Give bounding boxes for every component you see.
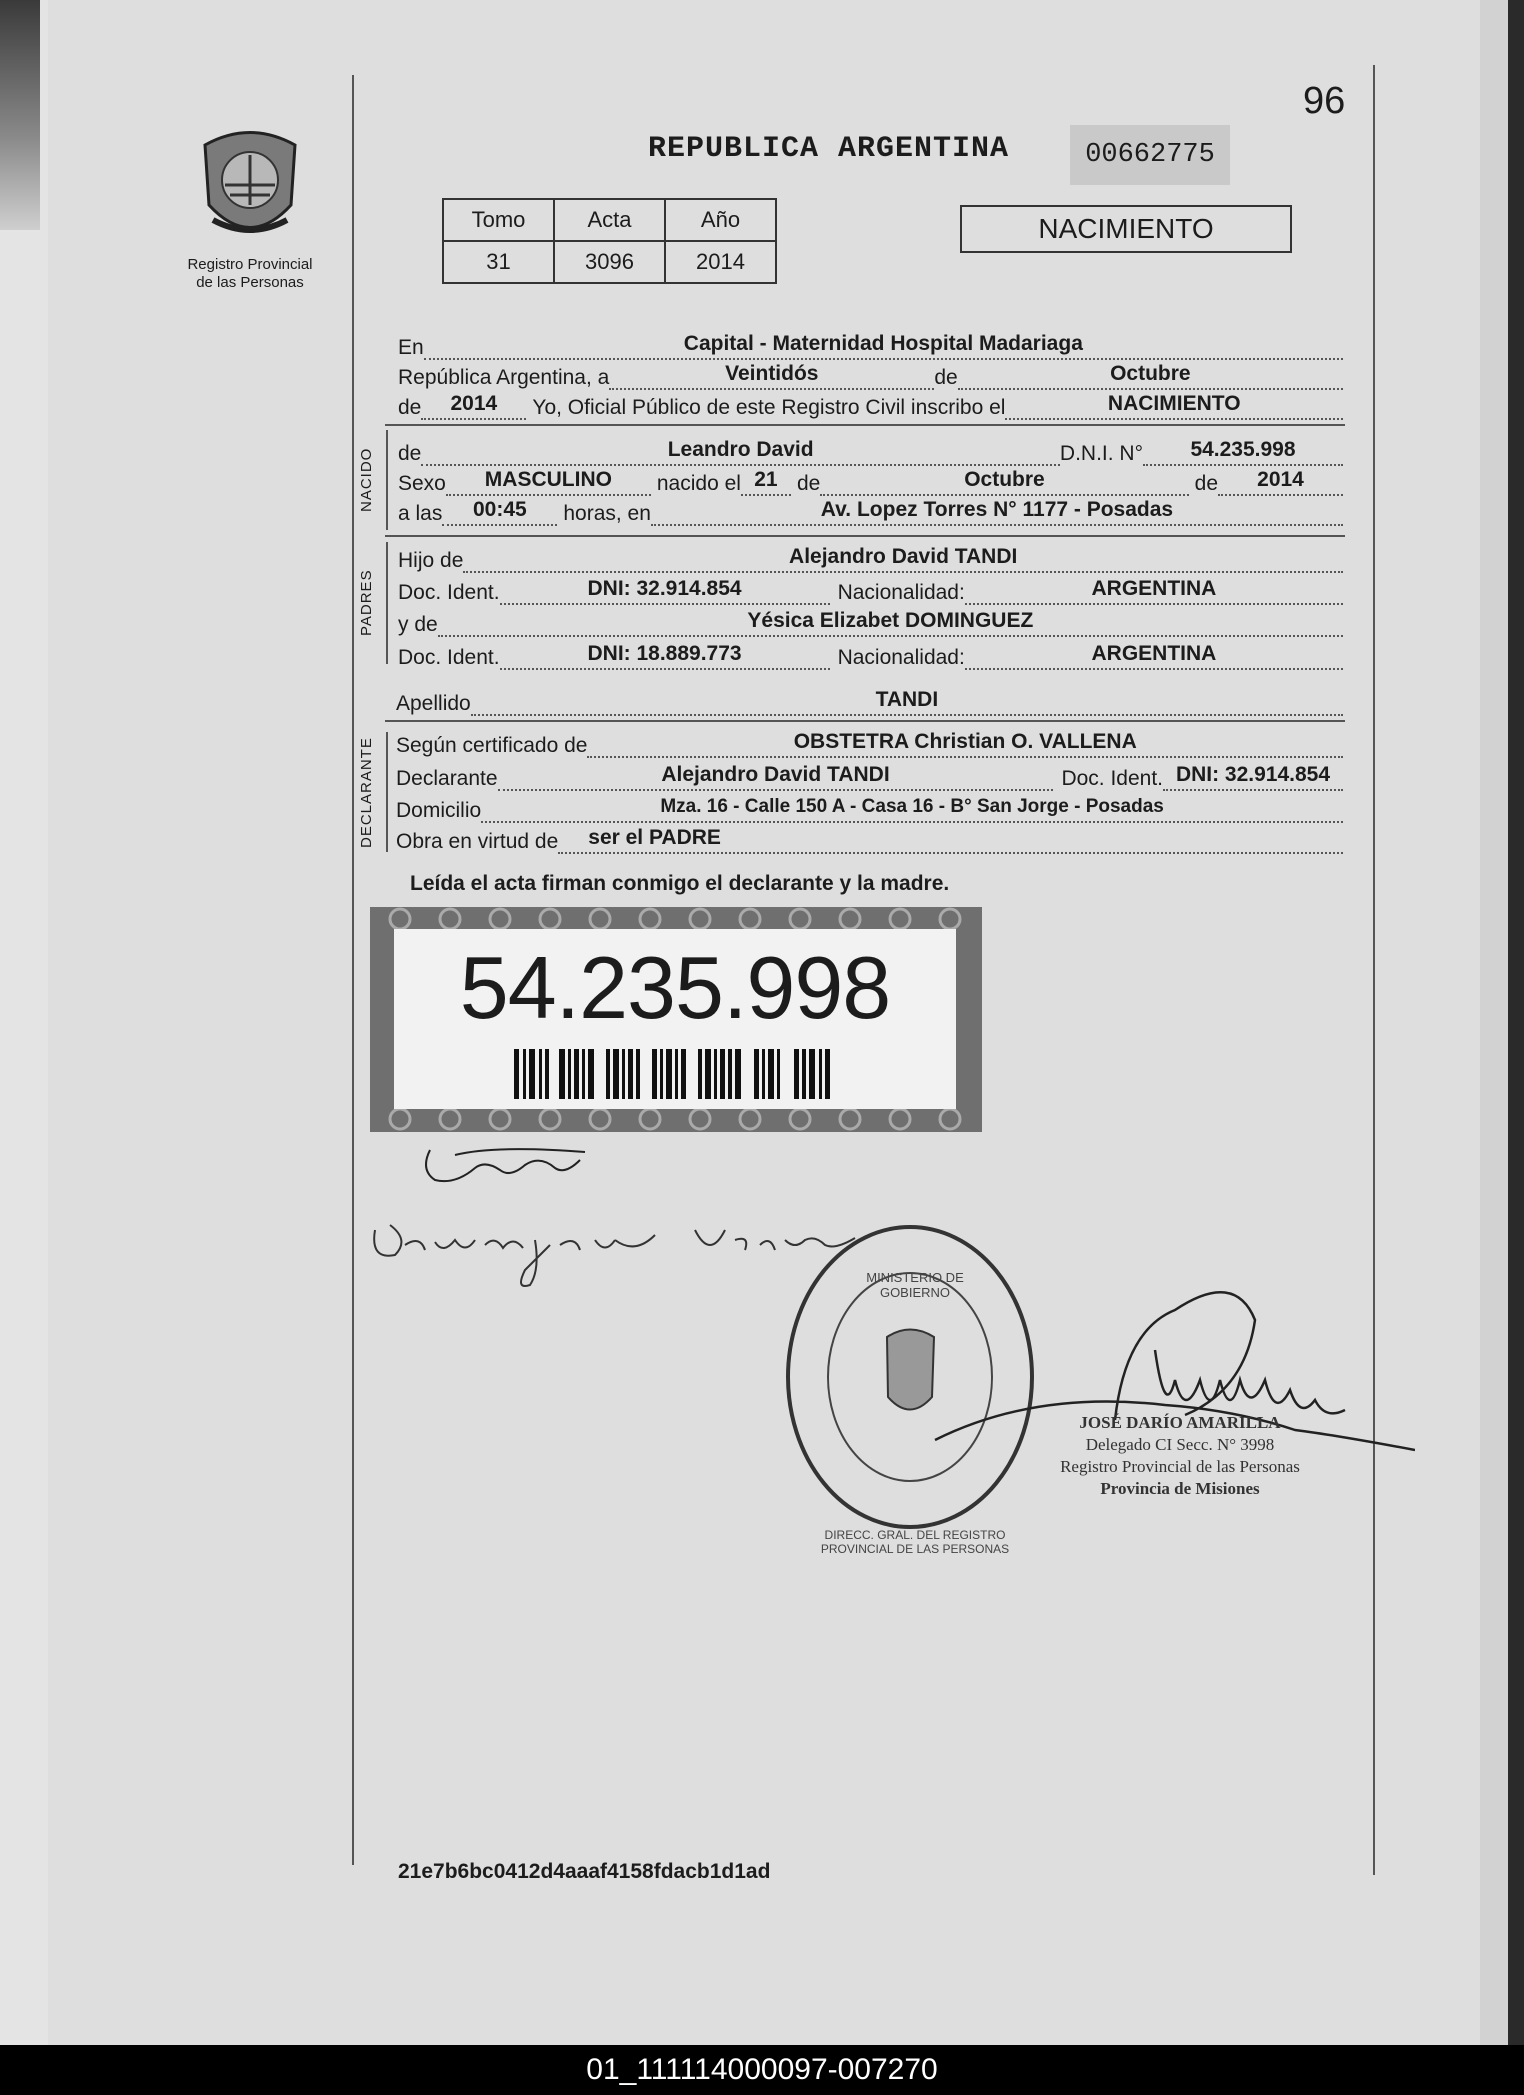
register-header-acta: Acta: [554, 199, 665, 241]
child-dni-value: 54.235.998: [1143, 438, 1343, 466]
surname-value: TANDI: [471, 688, 1343, 716]
padres-line-2: [398, 577, 1343, 605]
padres-section-label: PADRES: [358, 569, 375, 636]
intro-line-3: [398, 392, 1343, 420]
nacido-line-3: [398, 498, 1343, 526]
official-province: Provincia de Misiones: [1100, 1479, 1260, 1498]
intro-line-2: [398, 362, 1343, 390]
day-value: Veintidós: [609, 362, 934, 390]
nacido-line-1: [398, 438, 1343, 466]
certificate-value: OBSTETRA Christian O. VALLENA: [587, 730, 1343, 758]
padres-line-3: [398, 609, 1343, 637]
emblem-caption-line2: de las Personas: [196, 274, 304, 291]
serial-number: 00662775: [1070, 125, 1230, 185]
mother-nac-label: Nacionalidad:: [837, 646, 965, 669]
record-type-box: NACIMIENTO: [960, 205, 1292, 253]
emblem-caption-line1: Registro Provincial: [187, 256, 313, 273]
de-label: de: [934, 366, 958, 389]
birth-month-value: Octubre: [820, 468, 1188, 496]
declarant-value: Alejandro David TANDI: [498, 763, 1054, 791]
hijo-de-label: Hijo de: [398, 549, 464, 572]
nacido-line-2: [398, 468, 1343, 496]
dni-barcode-panel: [370, 907, 982, 1132]
horas-label: horas, en: [563, 502, 651, 525]
official-role: Delegado CI Secc. N° 3998: [1085, 1435, 1275, 1454]
padres-line-4: [398, 642, 1343, 670]
certificado-label: Según certificado de: [396, 734, 588, 757]
y-de-label: y de: [398, 613, 438, 636]
register-value-anio: 2014: [665, 241, 776, 283]
register-value-tomo: 31: [443, 241, 554, 283]
closing-statement: Leída el acta firman conmigo el declarante y la madre.: [410, 872, 950, 895]
register-value-acta: 3096: [554, 241, 665, 283]
declarant-signature: [415, 1130, 595, 1190]
declarante-bracket: [386, 732, 388, 852]
obra-label: Obra en virtud de: [396, 830, 559, 853]
father-doc-value: DNI: 32.914.854: [500, 577, 830, 605]
mother-doc-value: DNI: 18.889.773: [500, 642, 830, 670]
seal-ring-text: DIRECC. GRAL. DEL REGISTRO PROVINCIAL DE LAS PERSONAS: [820, 1528, 1010, 1556]
oficial-text: Yo, Oficial Público de este Registro Civil inscribo el: [532, 396, 1006, 419]
document-title: REPUBLICA ARGENTINA: [648, 132, 1010, 166]
seal-inner-text: MINISTERIO DE GOBIERNO: [866, 1270, 964, 1300]
father-nationality-value: ARGENTINA: [965, 577, 1343, 605]
alas-label: a las: [398, 502, 443, 525]
birth-de2-label: de: [1194, 472, 1218, 495]
birth-day-value: 21: [741, 468, 791, 496]
declarante-label: Declarante: [396, 767, 498, 790]
birth-place-value: Av. Lopez Torres N° 1177 - Posadas: [651, 498, 1343, 526]
declarant-doc-value: DNI: 32.914.854: [1163, 763, 1343, 791]
register-header-row: [443, 199, 776, 241]
province-emblem-icon: [195, 125, 305, 247]
nacido-de-label: de: [398, 442, 422, 465]
sex-value: MASCULINO: [446, 468, 651, 496]
barcode-number: 54.235.998: [459, 938, 891, 1037]
emblem-caption: [170, 256, 330, 292]
mother-name-value: Yésica Elizabet DOMINGUEZ: [438, 609, 1343, 637]
padres-line-1: [398, 545, 1343, 573]
apellido-line: [396, 688, 1343, 716]
apellido-label: Apellido: [396, 692, 471, 715]
en-label: En: [398, 336, 424, 359]
address-value: Mza. 16 - Calle 150 A - Casa 16 - B° San Jorge - Posadas: [481, 795, 1343, 823]
official-org: Registro Provincial de las Personas: [1060, 1457, 1300, 1476]
republica-label: República Argentina, a: [398, 366, 610, 389]
left-margin-line: [352, 75, 354, 1865]
register-header-anio: Año: [665, 199, 776, 241]
declarante-line-4: [396, 826, 1343, 854]
register-table: [442, 198, 777, 284]
mother-doc-label: Doc. Ident.: [398, 646, 500, 669]
barcode-icon: [514, 1049, 834, 1099]
declarante-line-1: [396, 730, 1343, 758]
register-header-tomo: Tomo: [443, 199, 554, 241]
sexo-label: Sexo: [398, 472, 446, 495]
scanner-right-edge: [1480, 0, 1524, 2048]
father-doc-label: Doc. Ident.: [398, 581, 500, 604]
padres-bracket: [386, 542, 388, 664]
father-nac-label: Nacionalidad:: [837, 581, 965, 604]
birth-hour-value: 00:45: [442, 498, 557, 526]
document-hash: 21e7b6bc0412d4aaaf4158fdacb1d1ad: [398, 1860, 771, 1883]
month-value: Octubre: [958, 362, 1343, 390]
year-value: 2014: [421, 392, 526, 420]
declarante-line-3: [396, 795, 1343, 823]
declarante-section-label: DECLARANTE: [358, 737, 375, 848]
nacido-section-label: NACIDO: [358, 447, 375, 512]
nacido-bracket: [386, 430, 388, 530]
nacido-el-label: nacido el: [656, 472, 741, 495]
place-value: Capital - Maternidad Hospital Madariaga: [424, 332, 1343, 360]
official-seal-text: [1030, 1412, 1330, 1500]
intro-divider: [385, 424, 1345, 426]
domicilio-label: Domicilio: [396, 799, 482, 822]
act-value: NACIMIENTO: [1005, 392, 1343, 420]
obra-value: ser el PADRE: [558, 826, 1343, 854]
declarante-line-2: [396, 763, 1343, 791]
right-margin-line: [1373, 65, 1375, 1875]
barcode-label: [394, 929, 956, 1109]
intro-line-1: [398, 332, 1343, 360]
declarant-doc-label: Doc. Ident.: [1061, 767, 1163, 790]
birth-year-value: 2014: [1218, 468, 1343, 496]
register-value-row: [443, 241, 776, 283]
father-name-value: Alejandro David TANDI: [463, 545, 1343, 573]
nacido-divider: [385, 535, 1345, 537]
child-name-value: Leandro David: [421, 438, 1060, 466]
apellido-divider: [385, 720, 1345, 722]
mother-nationality-value: ARGENTINA: [965, 642, 1343, 670]
scan-id-bar: 01_111114000097-007270: [0, 2045, 1524, 2095]
birth-de-label: de: [796, 472, 821, 495]
official-name: JOSÉ DARÍO AMARILLA: [1079, 1413, 1281, 1432]
dni-label: D.N.I. N°: [1059, 442, 1143, 465]
de2-label: de: [398, 396, 422, 419]
page-number: 96: [1303, 80, 1346, 122]
